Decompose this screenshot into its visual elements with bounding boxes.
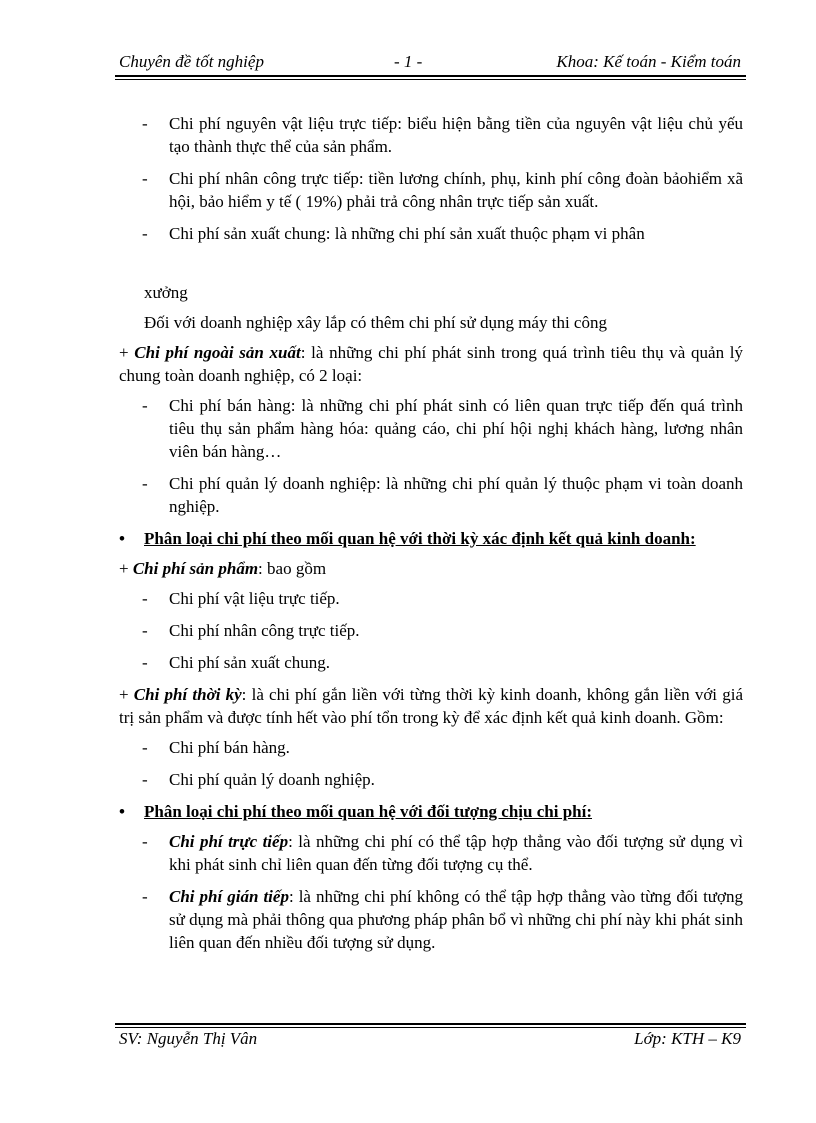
dash-marker: - [142, 474, 148, 493]
list-item [119, 619, 743, 642]
list-item [119, 830, 743, 876]
page-footer [119, 1027, 741, 1049]
list-item-text: Chi phí quản lý doanh nghiệp: là những chi phí quản lý thuộc phạm vi toàn doanh nghiệp. [169, 474, 743, 516]
bullet-marker: • [119, 802, 125, 821]
dash-marker: - [142, 832, 148, 851]
header-rule-thin [115, 79, 746, 80]
footer-student: SV: Nguyễn Thị Vân [119, 1029, 258, 1048]
list-item [119, 167, 743, 213]
list-item [119, 651, 743, 674]
list-item-text: Chi phí nguyên vật liệu trực tiếp: biểu hiện bằng tiền của nguyên vật liệu chủ yếu tạo thành thực thể của sản phẩm. [169, 114, 743, 156]
dash-marker: - [142, 169, 148, 188]
footer-class: Lớp: KTH – K9 [634, 1029, 741, 1048]
header-faculty: Khoa: Kế toán - Kiểm toán [556, 52, 741, 71]
page-number: - 1 - [394, 52, 423, 71]
paragraph-san-pham [119, 557, 743, 580]
section-heading-text: Phân loại chi phí theo mối quan hệ với đối tượng chịu chi phí: [144, 802, 592, 821]
list-item [119, 112, 743, 158]
list-item [119, 394, 743, 463]
list-item-text: Chi phí bán hàng. [169, 738, 290, 757]
term-ngoai-san-xuat: Chi phí ngoài sản xuất [134, 343, 301, 362]
list-item-text: Chi phí nhân công trực tiếp: tiền lương chính, phụ, kinh phí công đoàn bảohiểm xã hội, bảo hiểm y tế ( 19%) phải trả công nhân trực tiếp sản xuất. [169, 169, 743, 211]
dash-marker: - [142, 589, 148, 608]
footer-rule-thick [115, 1023, 746, 1025]
paragraph-may-thi-cong: Đối với doanh nghiệp xây lắp có thêm chi phí sử dụng máy thi công [144, 313, 607, 332]
dash-marker: - [142, 396, 148, 415]
page-header [119, 52, 741, 74]
document-body [119, 112, 743, 963]
list-item [119, 885, 743, 954]
paragraph-ngoai-san-xuat [119, 341, 743, 387]
term-thoi-ky: Chi phí thời kỳ [133, 685, 242, 704]
dash-marker: - [142, 887, 148, 906]
definition-text: : bao gồm [258, 559, 327, 578]
paragraph-thoi-ky [119, 683, 743, 729]
list-item [119, 587, 743, 610]
section-heading [119, 527, 743, 550]
list-item [119, 222, 743, 245]
header-rule-thick [115, 75, 746, 77]
definition-text: : là những chi phí không có thể tập hợp thẳng vào từng đối tượng sử dụng mà phải thông qua phương pháp phân bổ vì những chi phí này khi phát sinh liên quan đến nhiều đối tượng sử dụng. [169, 887, 743, 952]
dash-marker: - [142, 224, 148, 243]
dash-marker: - [142, 621, 148, 640]
list-item [119, 768, 743, 791]
section-heading [119, 800, 743, 823]
list-item-text: Chi phí bán hàng: là những chi phí phát sinh có liên quan trực tiếp đến quá trình tiêu thụ sản phẩm hàng hóa: quảng cáo, chi phí hội nghị khách hàng, lương nhân viên bán hàng… [169, 396, 743, 461]
paragraph-xuong: xưởng [144, 283, 188, 302]
plus-marker: + [119, 559, 133, 578]
term-truc-tiep: Chi phí trực tiếp [169, 832, 289, 851]
list-item-text: Chi phí sản xuất chung: là những chi phí sản xuất thuộc phạm vi phân [169, 224, 645, 243]
definition-text: : là những chi phí có thể tập hợp thẳng vào đối tượng sử dụng vì khi phát sinh chỉ liên quan đến từng đối tượng cụ thể. [169, 832, 743, 874]
plus-marker: + [119, 685, 134, 704]
list-item-text: Chi phí quản lý doanh nghiệp. [169, 770, 375, 789]
dash-marker: - [142, 738, 148, 757]
list-item-text: Chi phí vật liệu trực tiếp. [169, 589, 340, 608]
definition-text: : là chi phí gắn liền với từng thời kỳ kinh doanh, không gắn liền với giá trị sản phẩm và được tính hết vào phí tổn trong kỳ để xác định kết quả kinh doanh. Gồm: [119, 685, 744, 727]
term-san-pham: Chi phí sản phẩm [132, 559, 259, 578]
definition-text: : là những chi phí phát sinh trong quá trình tiêu thụ và quản lý chung toàn doanh nghiệp, có 2 loại: [119, 343, 743, 385]
bullet-marker: • [119, 529, 125, 548]
section-heading-text: Phân loại chi phí theo mối quan hệ với thời kỳ xác định kết quả kinh doanh: [144, 529, 696, 548]
dash-marker: - [142, 114, 148, 133]
list-item [119, 472, 743, 518]
plus-marker: + [119, 343, 135, 362]
list-item [119, 736, 743, 759]
list-item-text: Chi phí sản xuất chung. [169, 653, 331, 672]
dash-marker: - [142, 653, 148, 672]
list-item-text: Chi phí nhân công trực tiếp. [169, 621, 360, 640]
header-topic: Chuyên đề tốt nghiệp [119, 52, 264, 71]
dash-marker: - [142, 770, 148, 789]
term-gian-tiep: Chi phí gián tiếp [169, 887, 289, 906]
